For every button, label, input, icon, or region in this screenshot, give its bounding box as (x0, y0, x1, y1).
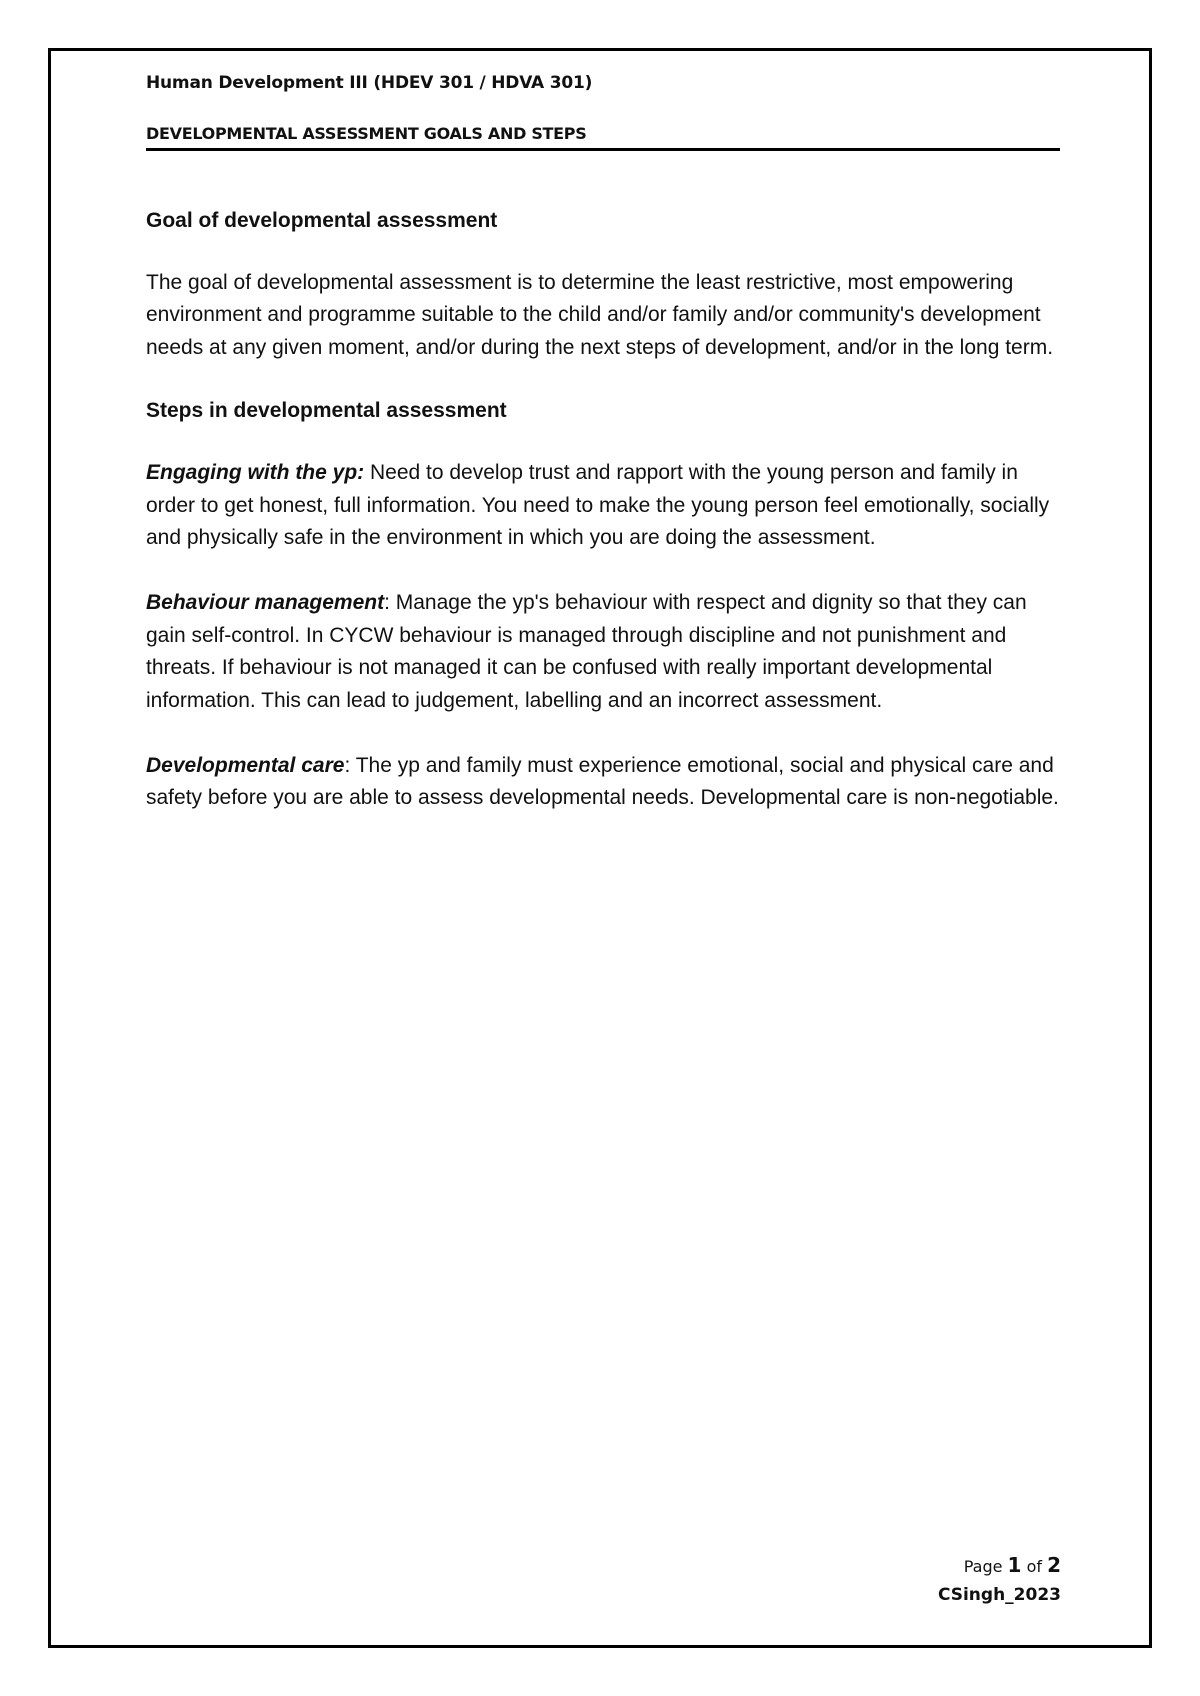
page-number: 1 (1007, 1553, 1022, 1577)
step-text: : The yp and family must experience emotional, social and physical care and safety before you are able to assess developmental needs. Developmental care is non-negotiable. (146, 754, 1059, 810)
step-term: Engaging with the yp: (146, 461, 365, 485)
document-body (146, 70, 1060, 815)
step-engaging (146, 457, 1060, 554)
page-footer (938, 1551, 1061, 1609)
page-counter (938, 1551, 1061, 1581)
goal-heading: Goal of developmental assessment (146, 209, 498, 232)
of-label: of (1026, 1557, 1042, 1576)
document-title: DEVELOPMENTAL ASSESSMENT GOALS AND STEPS (146, 122, 1060, 151)
steps-heading: Steps in developmental assessment (146, 399, 507, 423)
author-tag: CSingh_2023 (937, 1585, 1061, 1605)
step-text: Need to develop trust and rapport with the young person and family in order to get honest, full information. You need to make the young person feel emotionally, socially and physically safe in the environment in which you are doing the assessment. (146, 461, 1050, 550)
course-title: Human Development III (HDEV 301 / HDVA 301) (146, 73, 593, 93)
page-total: 2 (1047, 1553, 1061, 1577)
step-text: : Manage the yp's behaviour with respect and dignity so that they can gain self-control. In CYCW behaviour is managed through discipline and not punishment and threats. If behaviour is not managed it can be confused with really important developmental information. This can lead to judgement, labelling and an incorrect assessment. (146, 591, 1027, 712)
step-term: Developmental care (146, 754, 345, 778)
page-label: Page (963, 1557, 1003, 1576)
step-term: Behaviour management (146, 591, 385, 615)
step-developmental-care (146, 750, 1060, 815)
goal-paragraph: The goal of developmental assessment is to determine the least restrictive, most empowering environment and programme suitable to the child and/or family and/or community's development needs at any given moment, and/or during the next steps of development, and/or in the long term. (146, 271, 1054, 359)
step-behaviour-management (146, 587, 1060, 717)
